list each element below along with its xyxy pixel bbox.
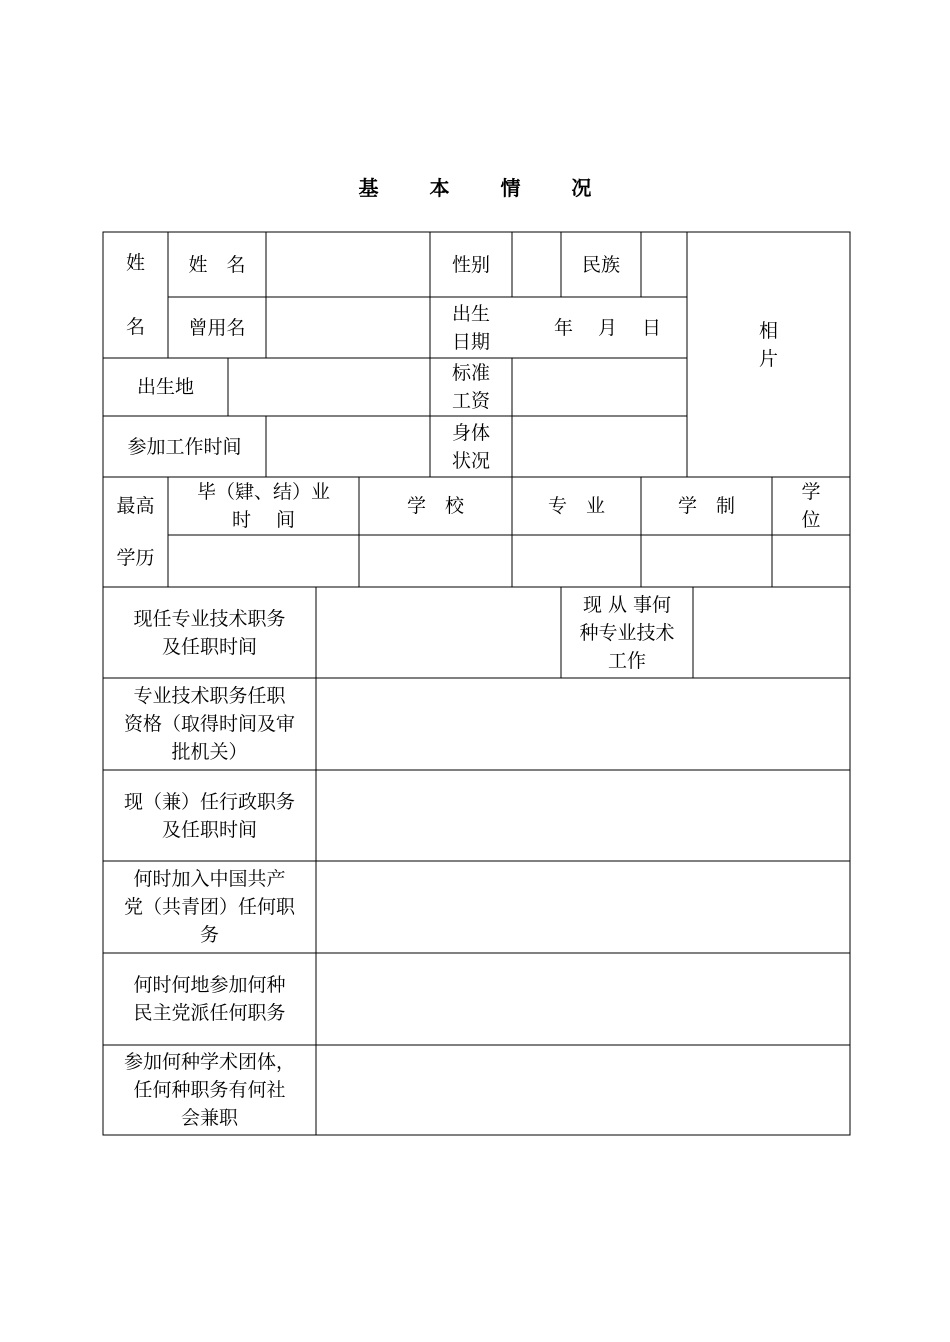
major-field[interactable]: [512, 535, 641, 587]
highest-education-label: 最高 学历: [116, 495, 155, 569]
former-name-field[interactable]: [266, 297, 430, 358]
party-label: 何时加入中国共产 党（共青团）任何职 务: [123, 868, 295, 946]
name-label: 姓 名: [188, 253, 246, 276]
work-start-field[interactable]: [266, 416, 430, 477]
admin-position-label: 现（兼）任行政职务 及任职时间: [123, 790, 295, 841]
work-start-label: 参加工作时间: [127, 435, 242, 458]
admin-position-field[interactable]: [316, 770, 850, 861]
ethnicity-label: 民族: [581, 253, 620, 276]
birthplace-label: 出生地: [136, 376, 194, 398]
health-label: 身体 状况: [451, 421, 490, 472]
school-label: 学 校: [406, 495, 464, 517]
duration-field[interactable]: [641, 535, 772, 587]
academic-group-field[interactable]: [316, 1045, 850, 1135]
standard-salary-label: 标准 工资: [451, 362, 490, 412]
school-field[interactable]: [359, 535, 512, 587]
duration-label: 学 制: [677, 495, 735, 517]
academic-group-label: 参加何种学术团体， 任何种职务有何社 会兼职: [123, 1051, 295, 1129]
former-name-label: 曾用名: [188, 316, 246, 339]
page-title: 基 本 情 况: [358, 176, 614, 200]
qualification-field[interactable]: [316, 678, 850, 770]
name-field[interactable]: [266, 232, 430, 297]
democratic-party-field[interactable]: [316, 953, 850, 1045]
qualification-label: 专业技术职务任职 资格（取得时间及审 批机关）: [123, 685, 295, 763]
gender-label: 性别: [451, 253, 490, 276]
major-label: 专 业: [547, 495, 605, 517]
current-title-label: 现任专业技术职务 及任职时间: [133, 607, 286, 658]
standard-salary-field[interactable]: [512, 358, 687, 416]
birth-date-label: 出生 日期: [451, 302, 490, 353]
ethnicity-field[interactable]: [641, 232, 687, 297]
birthplace-field[interactable]: [228, 358, 430, 416]
current-title-field[interactable]: [316, 587, 561, 678]
democratic-party-label: 何时何地参加何种 民主党派任何职务: [133, 974, 286, 1024]
name-group-label: 姓 名: [125, 252, 145, 338]
party-field[interactable]: [316, 861, 850, 953]
gender-field[interactable]: [512, 232, 561, 297]
health-field[interactable]: [512, 416, 687, 477]
current-work-field[interactable]: [693, 587, 850, 678]
birth-date-field[interactable]: 年 月 日: [553, 316, 662, 339]
current-work-label: 现 从 事何 种专业技术 工作: [579, 593, 675, 672]
photo-area[interactable]: 相 片: [758, 319, 778, 370]
graduation-time-label: 毕（肄、结）业 时 间: [196, 481, 330, 531]
graduation-time-field[interactable]: [168, 535, 359, 587]
degree-field[interactable]: [772, 535, 850, 587]
degree-label: 学 位: [801, 481, 821, 531]
